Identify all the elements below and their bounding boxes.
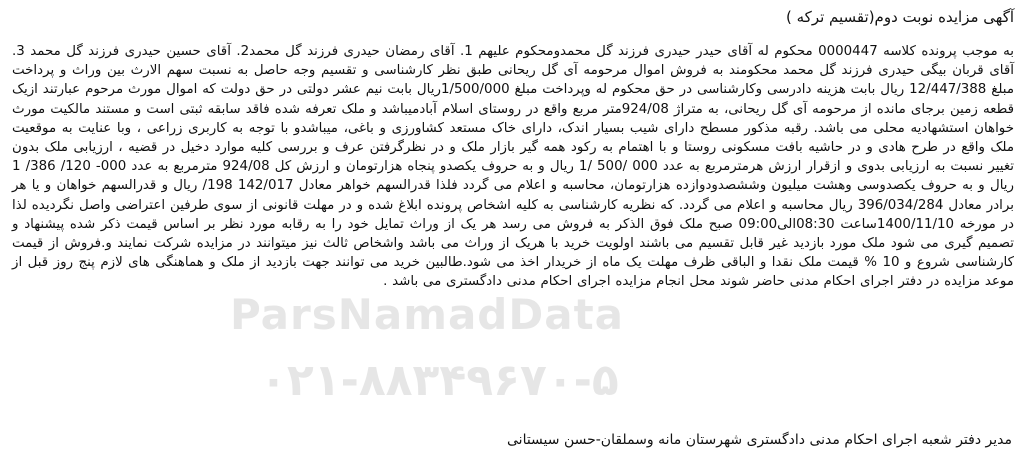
watermark-brand: ParsNamadData bbox=[230, 290, 624, 339]
notice-title: آگهی مزایده نوبت دوم(تقسیم ترکه ) bbox=[786, 8, 1014, 26]
watermark-phone: ۰۲۱-۸۸۳۴۹۶۷۰-۵ bbox=[260, 355, 619, 406]
notice-signature: مدیر دفتر شعبه اجرای احکام مدنی دادگستری شهرستان مانه وسملقان-حسن سیستانی bbox=[507, 432, 1012, 448]
notice-body: به موجب پرونده کلاسه 0000447 محکوم له آقای حیدر حیدری فرزند گل محمدومحکوم علیهم 1. آقای رمضان حیدری فرزند گل محمد2. آقای حسین حیدری فرزند گل محمد 3. آقای قربان بیگی حیدری فرزند گل محمد محکومند به فروش اموال مرحومه آی گل ریحانی طبق نظر کارشناسی و تقسیم وجه حاصل به نسبت سهم الارث بین وراث و پرداخت مبلغ 12/447/388 ریال بابت هزینه دادرسی وکارشناسی در حق محکوم له وپرداخت مبلغ 1/500/000ریال بابت نیم عشر دولتی در حق دولت که اموال مورث مرحوم عبارتند ازیک قطعه زمین برجای مانده از مرحومه آی گل ریحانی، به متراژ 924/08متر مربع واقع در روستای اسلام آبادمیباشد و ملک تعرفه شده فاقد سابقه ثبتی است و مستند مالکیت مورث خواهان استشهادیه محلی می باشد. رقبه مذکور مسطح دارای شیب بسیار اندک، دارای خاک مستعد کشاورزی و باغی، میباشدو با توجه به کاربری زراعی ، وبا عنایت به موقعیت ملک واقع در طرح هادی و در حاشیه بافت مسکونی روستا و با اهتمام به رکود همه گیر بازار ملک و در نظرگرفتن عرف و بررسی کلیه موارد دخیل در قضیه ، ارزیابی ملک بدون تغییر نسبت به ارزیابی بدوی و ازقرار ارزش هرمترمربع به عدد 000 /500 /1 ریال و به حروف یکصدو پنجاه هزارتومان و ارزش کل 924/08 مترمربع به عدد 000- 120/ 386/ 1 ریال و به حروف یکصدوسی وهشت میلیون وششصدودوازده هزارتومان، محاسبه و اعلام می گردد فلذا قدرالسهم خواهر معادل 142/017 198/ ریال و قدرالسهم خواهان و یا هر برادر معادل 396/034/284 ریال محاسبه و اعلام می گردد. که نظریه کارشناسی به کلیه اشخاص پرونده ابلاغ شده و در مهلت قانونی از سوی طرفین اعتراضی واصل نگردیده لذا در مورخه 1400/11/10ساعت 08:30الی09:00 صبح ملک فوق الذکر به فروش می رسد هر یک از وراث تمایل خود را به رقابه مورد نظر بر اساس قیمت ذکر شده پیشنهاد و تصمیم گیری می شود ملک مورد بازدید غیر قابل تقسیم می باشند اولویت خرید با هریک از وراث می باشد واشخاص ثالث نیز میتوانند در مزایده شرکت نمایند و.فروش از قیمت کارشناسی شروع و 10 % قیمت ملک نقدا و الباقی ظرف مهلت یک ماه از خریدار اخذ می شود.طالبین خرید می توانند جهت بازدید از ملک و هماهنگی های لازم پنج روز قبل از موعد مزایده در دفتر اجرای احکام مدنی حاضر شوند محل انجام مزایده اجرای احکام مدنی دادگستری می باشد . bbox=[12, 44, 1015, 290]
